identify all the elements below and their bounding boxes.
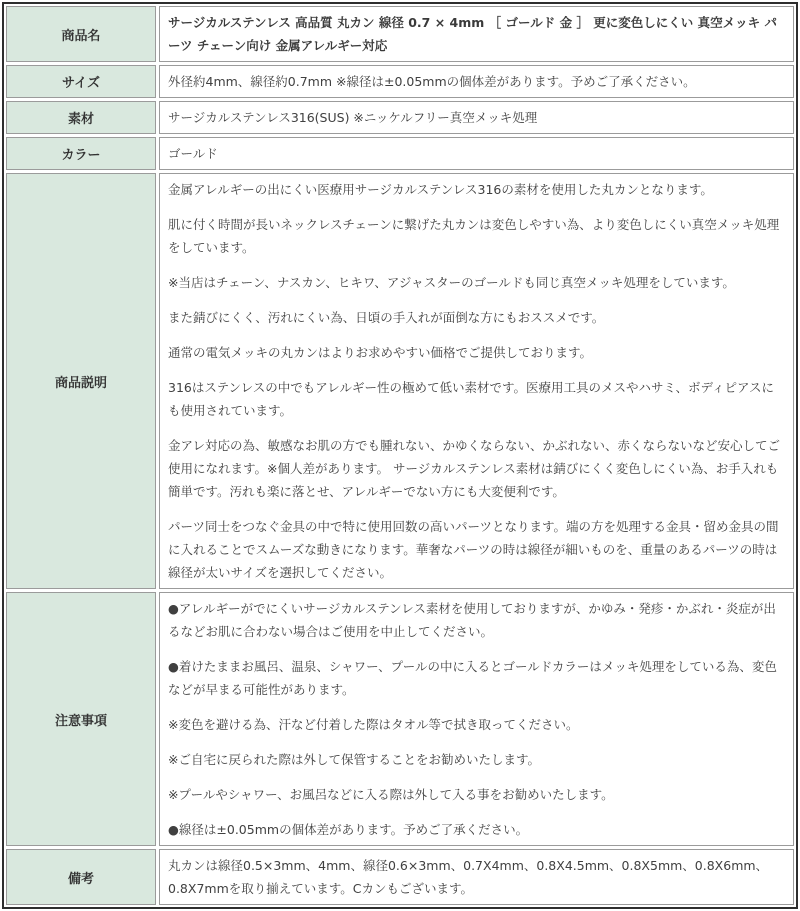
- paragraph: ●着けたままお風呂、温泉、シャワー、プールの中に入るとゴールドカラーはメッキ処理をしている為、変色などが早まる可能性があります。: [168, 659, 777, 697]
- paragraph: 肌に付く時間が長いネックレスチェーンに繋げた丸カンは変色しやすい為、より変色しにくい真空メッキ処理をしています。: [168, 217, 780, 255]
- paragraph: 金属アレルギーの出にくい医療用サージカルステンレス316の素材を使用した丸カンとなります。: [168, 182, 713, 197]
- description-label: 商品説明: [6, 173, 156, 589]
- paragraph: ※プールやシャワー、お風呂などに入る際は外して入る事をお勧めいたします。: [168, 787, 614, 802]
- paragraph: パーツ同士をつなぐ金具の中で特に使用回数の高いパーツとなります。端の方を処理する金具・留め金具の間に入れることでスムーズな動きになります。華奢なパーツの時は線径が細いものを、重量のあるパーツの時は線径が太いサイズを選択してください。: [168, 519, 779, 580]
- table-row-size: [6, 65, 794, 98]
- material-value: [159, 101, 794, 134]
- remarks-value: [159, 849, 794, 905]
- paragraph: ※当店はチェーン、ナスカン、ヒキワ、アジャスターのゴールドも同じ真空メッキ処理をしています。: [168, 275, 735, 290]
- paragraph: また錆びにくく、汚れにくい為、日頃の手入れが面倒な方にもおススメです。: [168, 310, 605, 325]
- product-name-value: [159, 6, 794, 62]
- paragraph: ●線径は±0.05mmの個体差があります。予めご了承ください。: [168, 822, 529, 837]
- notes-value: [159, 592, 794, 846]
- size-value: [159, 65, 794, 98]
- paragraph: 外径約4mm、線径約0.7mm ※線径は±0.05mmの個体差があります。予めご了承ください。: [168, 74, 696, 89]
- product-name-label: 商品名: [6, 6, 156, 62]
- table-row-description: [6, 173, 794, 589]
- paragraph: 316はステンレスの中でもアレルギー性の極めて低い素材です。医療用工具のメスやハサミ、ボディピアスにも使用されています。: [168, 380, 774, 418]
- description-value: [159, 173, 794, 589]
- paragraph: ゴールド: [168, 146, 218, 161]
- table-row-color: [6, 137, 794, 170]
- color-label: カラー: [6, 137, 156, 170]
- color-value: [159, 137, 794, 170]
- paragraph: ●アレルギーがでにくいサージカルステンレス素材を使用しておりますが、かゆみ・発疹・かぶれ・炎症が出るなどお肌に合わない場合はご使用を中止してください。: [168, 601, 776, 639]
- paragraph: ※変色を避ける為、汗など付着した際はタオル等で拭き取ってください。: [168, 717, 579, 732]
- table-row-notes: [6, 592, 794, 846]
- paragraph: 金アレ対応の為、敏感なお肌の方でも腫れない、かゆくならない、かぶれない、赤くならないなど安心してご使用になれます。※個人差があります。 サージカルステンレス素材は錆びにくく変色しにくい為、お手入れも簡単です。汚れも楽に落とせ、アレルギーでない方にも大変便利です。: [168, 438, 781, 499]
- product-spec-table: [2, 2, 798, 909]
- material-label: 素材: [6, 101, 156, 134]
- paragraph: サージカルステンレス 高品質 丸カン 線径 0.7 × 4mm ［ ゴールド 金 ］ 更に変色しにくい 真空メッキ パーツ チェーン向け 金属アレルギー対応: [168, 15, 778, 53]
- paragraph: 通常の電気メッキの丸カンはよりお求めやすい価格でご提供しております。: [168, 345, 593, 360]
- table-row-material: [6, 101, 794, 134]
- table-row-product-name: [6, 6, 794, 62]
- table-row-remarks: [6, 849, 794, 905]
- notes-label: 注意事項: [6, 592, 156, 846]
- size-label: サイズ: [6, 65, 156, 98]
- paragraph: ※ご自宅に戻られた際は外して保管することをお勧めいたします。: [168, 752, 540, 767]
- remarks-label: 備考: [6, 849, 156, 905]
- paragraph: 丸カンは線径0.5×3mm、4mm、線径0.6×3mm、0.7X4mm、0.8X4.5mm、0.8X5mm、0.8X6mm、0.8X7mmを取り揃えています。Cカンもございます。: [168, 858, 769, 896]
- paragraph: サージカルステンレス316(SUS) ※ニッケルフリー真空メッキ処理: [168, 110, 538, 125]
